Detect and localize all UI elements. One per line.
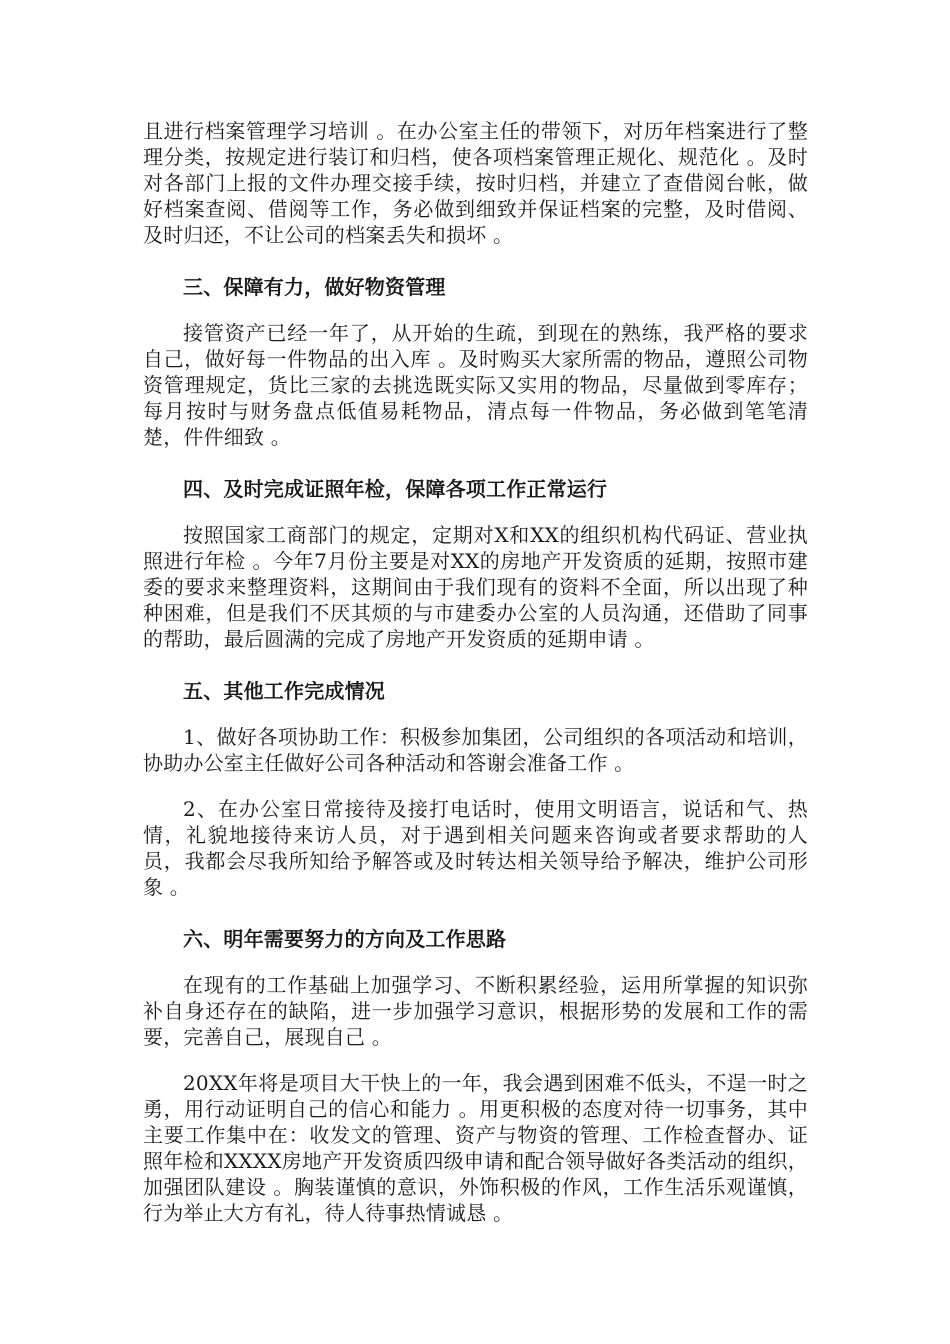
section-heading-other-work: 五、其他工作完成情况 [183, 679, 385, 703]
paragraph-license-inspection: 按照国家工商部门的规定，定期对X和XX的组织机构代码证、营业执照进行年检 。今年7月份主要是对XX的房地产开发资质的延期，按照市建委的要求来整理资料，这期间由于我们现有的资料不全面，所以出现了种种困难，但是我们不厌其烦的与市建委办公室的人员沟通，还借助了同事的帮助，最后圆满的完成了房地产开发资质的延期申请 。 [143, 523, 808, 651]
paragraph-archive-management: 且进行档案管理学习培训 。在办公室主任的带领下，对历年档案进行了整理分类，按规定进行装订和归档，使各项档案管理正规化、规范化 。及时对各部门上报的文件办理交接手续，按时归档，并建立了查借阅台帐，做好档案查阅、借阅等工作，务必做到细致并保证档案的完整，及时借阅、及时归还，不让公司的档案丢失和损坏 。 [143, 119, 808, 247]
section-heading-license-inspection: 四、及时完成证照年检，保障各项工作正常运行 [183, 477, 608, 501]
section-heading-materials: 三、保障有力，做好物资管理 [183, 275, 446, 299]
paragraph-next-year-1: 在现有的工作基础上加强学习、不断积累经验，运用所掌握的知识弥补自身还存在的缺陷，进一步加强学习意识，根据形势的发展和工作的需要，完善自己，展现自己 。 [143, 973, 808, 1049]
document-body [143, 118, 808, 1226]
paragraph-next-year-2: 20XX年将是项目大干快上的一年，我会遇到困难不低头，不逞一时之勇，用行动证明自己的信心和能力 。用更积极的态度对待一切事务，其中主要工作集中在：收发文的管理、资产与物资的管理、工作检查督办、证照年检和XXXX房地产开发资质四级申请和配合领导做好各类活动的组织，加强团队建设 。胸装谨慎的意识，外饰积极的作风，工作生活乐观谨慎，行为举止大方有礼，待人待事热情诚恳 。 [143, 1071, 808, 1225]
paragraph-materials: 接管资产已经一年了，从开始的生疏，到现在的熟练，我严格的要求自己，做好每一件物品的出入库 。及时购买大家所需的物品，遵照公司物资管理规定，货比三家的去挑选既实际又实用的物品，尽量做到零库存；每月按时与财务盘点低值易耗物品，清点每一件物品，务必做到笔笔清楚，件件细致 。 [143, 321, 808, 449]
section-heading-next-year: 六、明年需要努力的方向及工作思路 [183, 927, 507, 951]
paragraph-other-work-1: 1、做好各项协助工作：积极参加集团，公司组织的各项活动和培训，协助办公室主任做好公司各种活动和答谢会准备工作 。 [143, 725, 808, 775]
paragraph-other-work-2: 2、在办公室日常接待及接打电话时，使用文明语言，说话和气、热情，礼貌地接待来访人员，对于遇到相关问题来咨询或者要求帮助的人员，我都会尽我所知给予解答或及时转达相关领导给予解决，维护公司形象 。 [143, 797, 808, 899]
